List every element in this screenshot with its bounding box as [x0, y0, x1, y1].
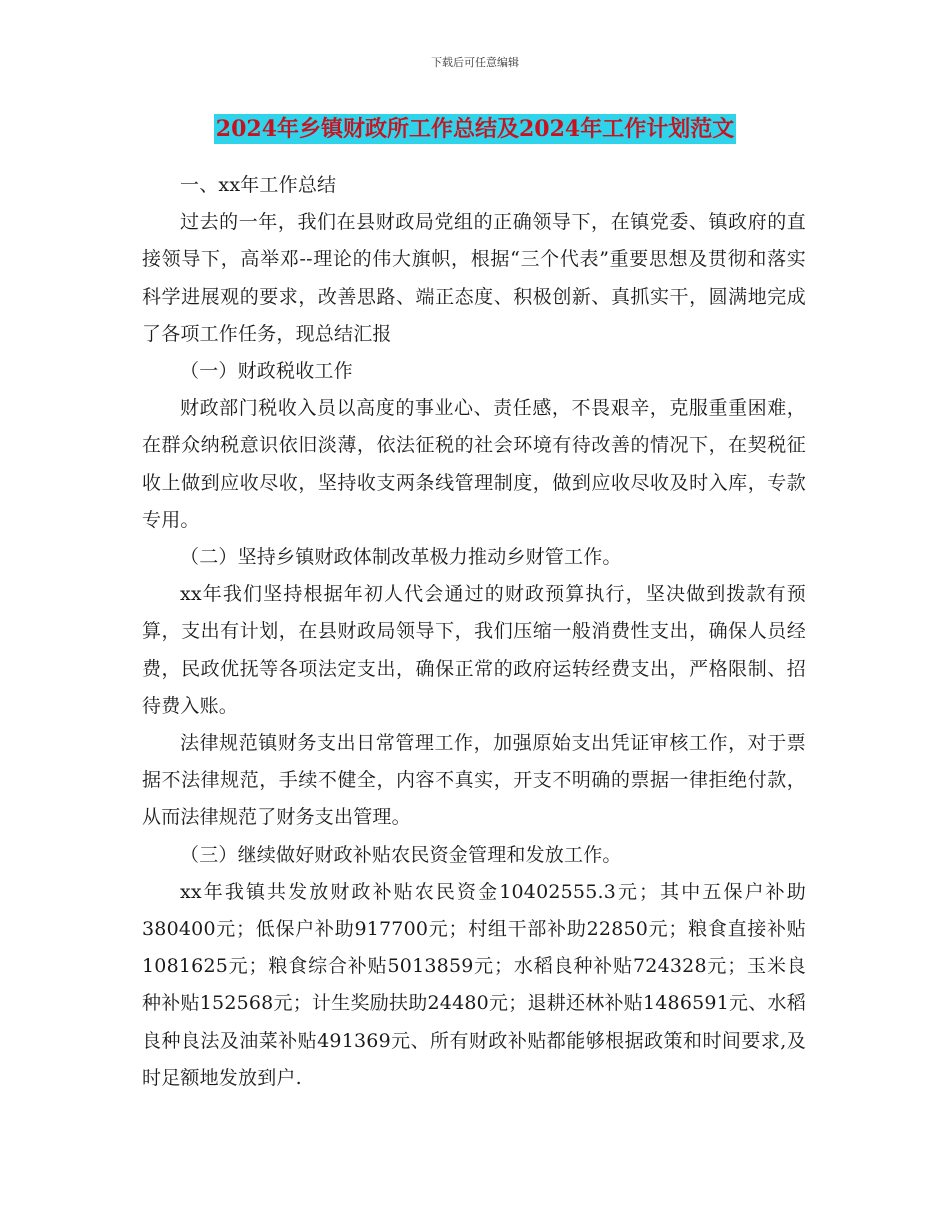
document-title: 2024年乡镇财政所工作总结及2024年工作计划范文 [215, 116, 735, 142]
subsection-heading-3: （三）继续做好财政补贴农民资金管理和发放工作。 [180, 843, 622, 866]
section-heading-1: 一、xx年工作总结 [180, 174, 337, 196]
subsection-heading-1: （一）财政税收工作 [180, 360, 353, 383]
title-container [0, 114, 950, 144]
header-note: 下载后可任意编辑 [431, 56, 519, 69]
section-paragraph-1: 过去的一年，我们在县财政局党组的正确领导下，在镇党委、镇政府的直接领导下，高举邓--理论的伟大旗帜，根据“三个代表”重要思想及贯彻和落实科学进展观的要求，改善思路、端正态度、积极创新、真抓实干，圆满地完成了各项工作任务，现总结汇报 [142, 211, 806, 345]
subsection-paragraph-2a: xx年我们坚持根据年初人代会通过的财政预算执行，坚决做到拨款有预算，支出有计划，在县财政局领导下，我们压缩一般消费性支出，确保人员经费，民政优抚等各项法定支出，确保正常的政府运转经费支出，严格限制、招待费入账。 [142, 583, 806, 717]
subsection-heading-2: （二）坚持乡镇财政体制改革极力推动乡财管工作。 [180, 546, 622, 569]
document-body [142, 167, 806, 1097]
subsection-paragraph-2b: 法律规范镇财务支出日常管理工作，加强原始支出凭证审核工作，对于票据不法律规范，手续不健全，内容不真实，开支不明确的票据一律拒绝付款，从而法律规范了财务支出管理。 [142, 732, 806, 829]
subsection-paragraph-3: xx年我镇共发放财政补贴农民资金10402555.3元；其中五保户补助380400元；低保户补助917700元；村组干部补助22850元；粮食直接补贴1081625元；粮食综合补贴5013859元；水稻良种补贴724328元；玉米良种补贴152568元；计生奖励扶助24480元；退耕还林补贴1486591元、水稻良种良法及油菜补贴491369元、所有财政补贴都能够根据政策和时间要求,及时足额地发放到户. [142, 880, 806, 1089]
subsection-paragraph-1: 财政部门税收入员以高度的事业心、责任感，不畏艰辛，克服重重困难，在群众纳税意识依旧淡薄，依法征税的社会环境有待改善的情况下，在契税征收上做到应收尽收，坚持收支两条线管理制度，做到应收尽收及时入库，专款专用。 [142, 397, 806, 531]
